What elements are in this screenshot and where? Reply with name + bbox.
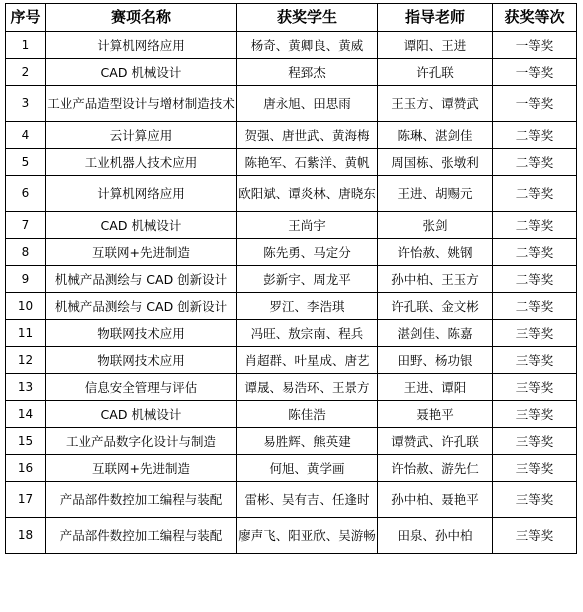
cell-students: 廖声飞、阳亚欣、吴游畅 — [237, 518, 378, 554]
cell-no: 6 — [6, 176, 46, 212]
cell-students: 程郅杰 — [237, 59, 378, 86]
cell-students: 易胜辉、熊英建 — [237, 428, 378, 455]
table-row — [6, 518, 577, 554]
cell-award: 二等奖 — [493, 122, 577, 149]
cell-students: 彭新宇、周龙平 — [237, 266, 378, 293]
cell-award: 三等奖 — [493, 374, 577, 401]
cell-no: 15 — [6, 428, 46, 455]
header-row — [6, 4, 577, 32]
table-row — [6, 59, 577, 86]
table-row — [6, 212, 577, 239]
cell-teachers: 谭阳、王进 — [378, 32, 493, 59]
cell-event: 计算机网络应用 — [46, 176, 237, 212]
cell-teachers: 许孔联 — [378, 59, 493, 86]
cell-no: 8 — [6, 239, 46, 266]
cell-award: 三等奖 — [493, 401, 577, 428]
cell-teachers: 田泉、孙中柏 — [378, 518, 493, 554]
cell-teachers: 许怡赦、游先仁 — [378, 455, 493, 482]
cell-award: 二等奖 — [493, 176, 577, 212]
cell-students: 何旭、黄学画 — [237, 455, 378, 482]
cell-award: 二等奖 — [493, 266, 577, 293]
cell-students: 谭晟、易浩环、王景方 — [237, 374, 378, 401]
cell-teachers: 孙中柏、聂艳平 — [378, 482, 493, 518]
table-row — [6, 482, 577, 518]
cell-no: 2 — [6, 59, 46, 86]
cell-award: 三等奖 — [493, 347, 577, 374]
cell-teachers: 王玉方、谭赞武 — [378, 86, 493, 122]
cell-teachers: 许怡赦、姚钢 — [378, 239, 493, 266]
table-row — [6, 428, 577, 455]
cell-event: 互联网+先进制造 — [46, 239, 237, 266]
cell-students: 陈佳浩 — [237, 401, 378, 428]
cell-award: 一等奖 — [493, 59, 577, 86]
cell-award: 二等奖 — [493, 239, 577, 266]
cell-teachers: 陈琳、湛剑佳 — [378, 122, 493, 149]
cell-award: 三等奖 — [493, 518, 577, 554]
cell-no: 13 — [6, 374, 46, 401]
table-row — [6, 239, 577, 266]
cell-event: 工业机器人技术应用 — [46, 149, 237, 176]
cell-students: 唐永旭、田思雨 — [237, 86, 378, 122]
cell-award: 三等奖 — [493, 455, 577, 482]
cell-award: 二等奖 — [493, 149, 577, 176]
table-row — [6, 176, 577, 212]
cell-award: 一等奖 — [493, 32, 577, 59]
cell-event: CAD 机械设计 — [46, 212, 237, 239]
cell-event: CAD 机械设计 — [46, 59, 237, 86]
cell-students: 雷彬、吴有吉、任逢时 — [237, 482, 378, 518]
cell-award: 一等奖 — [493, 86, 577, 122]
cell-teachers: 王进、谭阳 — [378, 374, 493, 401]
cell-teachers: 谭赞武、许孔联 — [378, 428, 493, 455]
cell-students: 杨奇、黄卿良、黄威 — [237, 32, 378, 59]
cell-no: 10 — [6, 293, 46, 320]
table-row — [6, 122, 577, 149]
cell-students: 欧阳斌、谭炎林、唐晓东 — [237, 176, 378, 212]
cell-no: 9 — [6, 266, 46, 293]
table-row — [6, 455, 577, 482]
cell-event: 机械产品测绘与 CAD 创新设计 — [46, 293, 237, 320]
cell-award: 三等奖 — [493, 320, 577, 347]
cell-event: 物联网技术应用 — [46, 320, 237, 347]
table-row — [6, 347, 577, 374]
cell-teachers: 张剑 — [378, 212, 493, 239]
cell-event: 机械产品测绘与 CAD 创新设计 — [46, 266, 237, 293]
cell-no: 3 — [6, 86, 46, 122]
header-teachers: 指导老师 — [378, 4, 493, 32]
cell-students: 贺强、唐世武、黄海梅 — [237, 122, 378, 149]
cell-teachers: 湛剑佳、陈嘉 — [378, 320, 493, 347]
cell-no: 11 — [6, 320, 46, 347]
cell-teachers: 聂艳平 — [378, 401, 493, 428]
cell-event: 物联网技术应用 — [46, 347, 237, 374]
table-row — [6, 320, 577, 347]
cell-students: 肖超群、叶星成、唐艺 — [237, 347, 378, 374]
cell-award: 三等奖 — [493, 482, 577, 518]
cell-teachers: 许孔联、金文彬 — [378, 293, 493, 320]
table-row — [6, 293, 577, 320]
cell-event: 产品部件数控加工编程与装配 — [46, 518, 237, 554]
cell-event: 工业产品数字化设计与制造 — [46, 428, 237, 455]
cell-no: 5 — [6, 149, 46, 176]
cell-students: 陈先勇、马定分 — [237, 239, 378, 266]
cell-students: 罗江、李浩琪 — [237, 293, 378, 320]
header-event: 赛项名称 — [46, 4, 237, 32]
cell-teachers: 王进、胡赐元 — [378, 176, 493, 212]
cell-event: CAD 机械设计 — [46, 401, 237, 428]
cell-no: 4 — [6, 122, 46, 149]
header-no: 序号 — [6, 4, 46, 32]
table-row — [6, 374, 577, 401]
header-award: 获奖等次 — [493, 4, 577, 32]
cell-no: 14 — [6, 401, 46, 428]
table-row — [6, 86, 577, 122]
cell-event: 工业产品造型设计与增材制造技术 — [46, 86, 237, 122]
cell-award: 二等奖 — [493, 212, 577, 239]
cell-students: 冯旺、敖宗南、程兵 — [237, 320, 378, 347]
table-row — [6, 401, 577, 428]
table-row — [6, 149, 577, 176]
cell-teachers: 田野、杨功银 — [378, 347, 493, 374]
header-students: 获奖学生 — [237, 4, 378, 32]
cell-teachers: 孙中柏、王玉方 — [378, 266, 493, 293]
cell-teachers: 周国栋、张墩利 — [378, 149, 493, 176]
cell-no: 17 — [6, 482, 46, 518]
table-row — [6, 266, 577, 293]
cell-event: 计算机网络应用 — [46, 32, 237, 59]
cell-award: 二等奖 — [493, 293, 577, 320]
cell-no: 16 — [6, 455, 46, 482]
cell-event: 产品部件数控加工编程与装配 — [46, 482, 237, 518]
cell-no: 1 — [6, 32, 46, 59]
cell-students: 王尚宇 — [237, 212, 378, 239]
cell-event: 信息安全管理与评估 — [46, 374, 237, 401]
table-body — [6, 32, 577, 554]
cell-award: 三等奖 — [493, 428, 577, 455]
cell-no: 18 — [6, 518, 46, 554]
cell-event: 云计算应用 — [46, 122, 237, 149]
cell-event: 互联网+先进制造 — [46, 455, 237, 482]
cell-no: 12 — [6, 347, 46, 374]
table-row — [6, 32, 577, 59]
cell-no: 7 — [6, 212, 46, 239]
award-table — [5, 3, 577, 554]
table-header — [6, 4, 577, 32]
cell-students: 陈艳军、石紫洋、黄帆 — [237, 149, 378, 176]
